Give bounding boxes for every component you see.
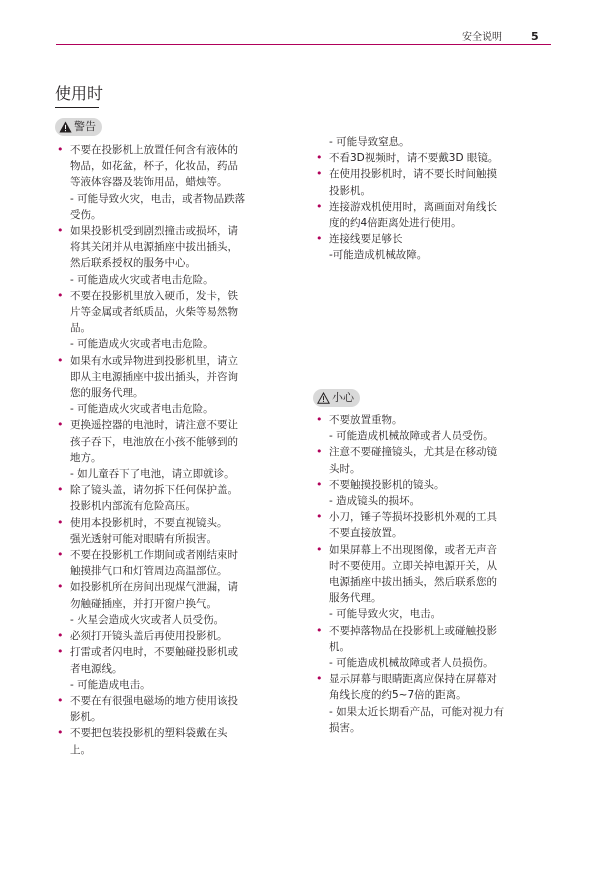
bullet-dot-icon: •: [316, 167, 323, 181]
continuation-line: 物品，如花盆，杯子，化妆品，药品: [70, 160, 238, 173]
bullet-text: 不要放置重物。: [329, 414, 403, 426]
bullet-dot-icon: •: [57, 483, 64, 497]
bullet-dot-icon: •: [57, 580, 64, 594]
continuation-line: 片等金属或者纸质品，火柴等易然物: [70, 306, 238, 319]
bullet-dot-icon: •: [57, 143, 64, 156]
bullet-dot-icon: •: [316, 151, 323, 165]
bullet-text: 如果投影机受到剧烈撞击或损坏，请: [70, 225, 238, 238]
continuation-line: 受伤。: [70, 208, 102, 221]
bullet-dot-icon: •: [316, 623, 323, 637]
bullet-item: [56, 482, 296, 498]
header-divider: [56, 44, 551, 45]
continuation-line: 电源插座中拔出插头，然后联系您的: [329, 576, 497, 589]
bullet-dot-icon: •: [316, 199, 323, 213]
bullet-dot-icon: •: [57, 288, 64, 302]
bullet-dot-icon: •: [57, 353, 64, 367]
bullet-text: 不要触摸投影机的镜头。: [329, 478, 445, 491]
note-line: - 可能造成火灾或者电击危险。: [70, 273, 214, 286]
caution-list: [315, 412, 555, 736]
continuation-line: 角线长度的约5~7倍的距离。: [329, 689, 467, 702]
header-section-label: 安全说明: [462, 32, 502, 43]
bullet-dot-icon: •: [57, 693, 64, 707]
note-line: - 可能导致火灾，电击。: [329, 608, 442, 621]
note-line: - 火星会造成火灾或者人员受伤。: [70, 613, 225, 626]
bullet-dot-icon: •: [57, 548, 64, 562]
caution-label: 小心: [332, 391, 354, 404]
bullet-text: 不要掉落物品在投影机上或碰触投影: [329, 624, 497, 637]
continuation-line: 度的约4倍距离处进行使用。: [329, 217, 462, 230]
bullet-dot-icon: •: [57, 645, 64, 659]
continuation-line: 将其关闭并从电源插座中拔出插头，: [70, 241, 238, 254]
continuation-line: 触摸排气口和灯管周边高温部位。: [70, 565, 228, 578]
continuation-line: 时不要使用。立即关掉电源开关，从: [329, 559, 497, 572]
bullet-text: 不要在投影机里放入硬币，发卡，铁: [70, 289, 238, 302]
bullet-dot-icon: •: [316, 477, 323, 491]
note-line: - 可能造成火灾或者电击危险。: [70, 338, 214, 351]
note-line: - 可能造成机械故障或者人员损伤。: [329, 657, 494, 670]
bullet-dot-icon: •: [316, 445, 323, 459]
note-line: - 如果太近长期看产品，可能对视力有: [329, 705, 505, 718]
bullet-dot-icon: •: [57, 515, 64, 529]
warning-badge: [55, 118, 102, 136]
bullet-dot-icon: •: [316, 413, 323, 426]
bullet-text: 必须打开镜头盖后再使用投影机。: [70, 630, 228, 643]
bullet-text: 不看3D视频时，请不要戴3D 眼镜。: [329, 152, 499, 165]
note-line: - 可能导致窒息。: [329, 136, 410, 148]
bullet-text: 不要在投影机工作期间或者刚结束时: [70, 549, 238, 562]
continuation-line: 损害。: [329, 721, 361, 734]
bullet-item: [315, 166, 555, 182]
continuation-line: 影机。: [70, 711, 102, 724]
bullet-item: [315, 444, 555, 460]
continuation-line: 勿触碰插座，并打开窗户换气。: [70, 597, 217, 610]
continuation-line: 机。: [329, 640, 350, 653]
continuation-line: 即从主电源插座中拔出插头，并咨询: [70, 370, 238, 383]
bullet-text: 不要在投影机上放置任何含有液体的: [70, 144, 238, 156]
continuation-line: 您的服务代理。: [70, 387, 144, 400]
note-line: - 可能造成电击。: [70, 678, 151, 691]
note-line: 投影机内部流有危险高压。: [70, 500, 196, 513]
note-line: - 可能导致火灾，电击，或者物品跌落: [70, 192, 246, 205]
continuation-line: 然后联系授权的服务中心。: [70, 257, 196, 270]
caution-badge: [313, 389, 360, 407]
bullet-item: [56, 579, 296, 595]
bullet-text: 如果有水或异物进到投影机里，请立: [70, 354, 238, 367]
continuation-line: 品。: [70, 322, 91, 335]
continuation-line: 者电源线。: [70, 662, 123, 675]
bullet-text: 如果屏幕上不出现图像，或者无声音: [329, 543, 497, 556]
bullet-dot-icon: •: [57, 726, 64, 740]
bullet-dot-icon: •: [316, 542, 323, 556]
note-line: - 可能造成机械故障或者人员受伤。: [329, 430, 494, 443]
bullet-item: [56, 628, 296, 644]
bullet-text: 更换遥控器的电池时，请注意不要让: [70, 419, 238, 432]
section-title-underline: [55, 107, 99, 108]
bullet-text: 除了镜头盖，请勿拆下任何保护盖。: [70, 484, 238, 497]
bullet-item: [56, 353, 296, 369]
bullet-text: 如投影机所在房间出现煤气泄漏，请: [70, 581, 238, 594]
bullet-dot-icon: •: [316, 510, 323, 524]
bullet-item: [56, 693, 296, 709]
bullet-item: [315, 623, 555, 639]
note-line: - 如儿童吞下了电池，请立即就诊。: [70, 468, 235, 481]
bullet-text: 小刀，锤子等损坏投影机外观的工具: [329, 511, 497, 524]
continuation-line: 地方。: [70, 451, 102, 464]
warning-label: 警告: [74, 120, 96, 133]
bullet-item: [315, 542, 555, 558]
bullet-dot-icon: •: [57, 629, 64, 643]
bullet-text: 在使用投影机时，请不要长时间触摸: [329, 168, 497, 181]
bullet-text: 连接线要足够长: [329, 233, 403, 246]
bullet-item: [315, 199, 555, 215]
bullet-item: [315, 509, 555, 525]
bullet-text: 显示屏幕与眼睛距离应保持在屏幕对: [329, 673, 497, 686]
bullet-text: 连接游戏机使用时，离画面对角线长: [329, 200, 497, 213]
note-line: 强光透射可能对眼睛有所损害。: [70, 532, 217, 545]
bullet-item: [56, 515, 296, 531]
bullet-item: [56, 644, 296, 660]
section-title: 使用时: [55, 84, 104, 103]
bullet-item: [315, 477, 555, 493]
bullet-item: [56, 547, 296, 563]
bullet-dot-icon: •: [57, 418, 64, 432]
continuation-line: 投影机。: [329, 184, 371, 197]
continuation-line: 不要直接放置。: [329, 527, 403, 540]
bullet-text: 注意不要碰撞镜头，尤其是在移动镜: [329, 446, 497, 459]
note-line: - 可能造成火灾或者电击危险。: [70, 403, 214, 416]
bullet-item: [56, 288, 296, 304]
bullet-text: 使用本投影机时，不要直视镜头。: [70, 516, 228, 529]
bullet-item: [315, 671, 555, 687]
bullet-item: [56, 725, 296, 741]
bullet-dot-icon: •: [316, 672, 323, 686]
note-line: -可能造成机械故障。: [329, 249, 428, 262]
bullet-dot-icon: •: [57, 224, 64, 238]
note-line: - 造成镜头的损坏。: [329, 495, 421, 508]
continuation-line: 服务代理。: [329, 592, 382, 605]
bullet-dot-icon: •: [316, 232, 323, 246]
page-number: 5: [531, 30, 539, 43]
bullet-text: 不要把包装投影机的塑料袋戴在头: [70, 727, 228, 740]
bullet-item: [315, 412, 555, 428]
continuation-line: 孩子吞下，电池放在小孩不能够到的: [70, 435, 238, 448]
warning-list: [56, 142, 296, 758]
bullet-item: [56, 223, 296, 239]
bullet-item: [56, 142, 296, 158]
continuation-line: 头时。: [329, 462, 361, 475]
warning-list-continued: [315, 134, 555, 264]
warning-triangle-icon: [59, 121, 72, 133]
bullet-text: 打雷或者闪电时，不要触碰投影机或: [70, 646, 238, 659]
bullet-item: [315, 150, 555, 166]
continuation-line: 等液体容器及装饰用品，蜡烛等。: [70, 176, 228, 189]
bullet-item: [56, 417, 296, 433]
bullet-text: 不要在有很强电磁场的地方使用该投: [70, 694, 238, 707]
caution-triangle-icon: [317, 392, 330, 404]
bullet-item: [315, 231, 555, 247]
continuation-line: 上。: [70, 743, 91, 756]
